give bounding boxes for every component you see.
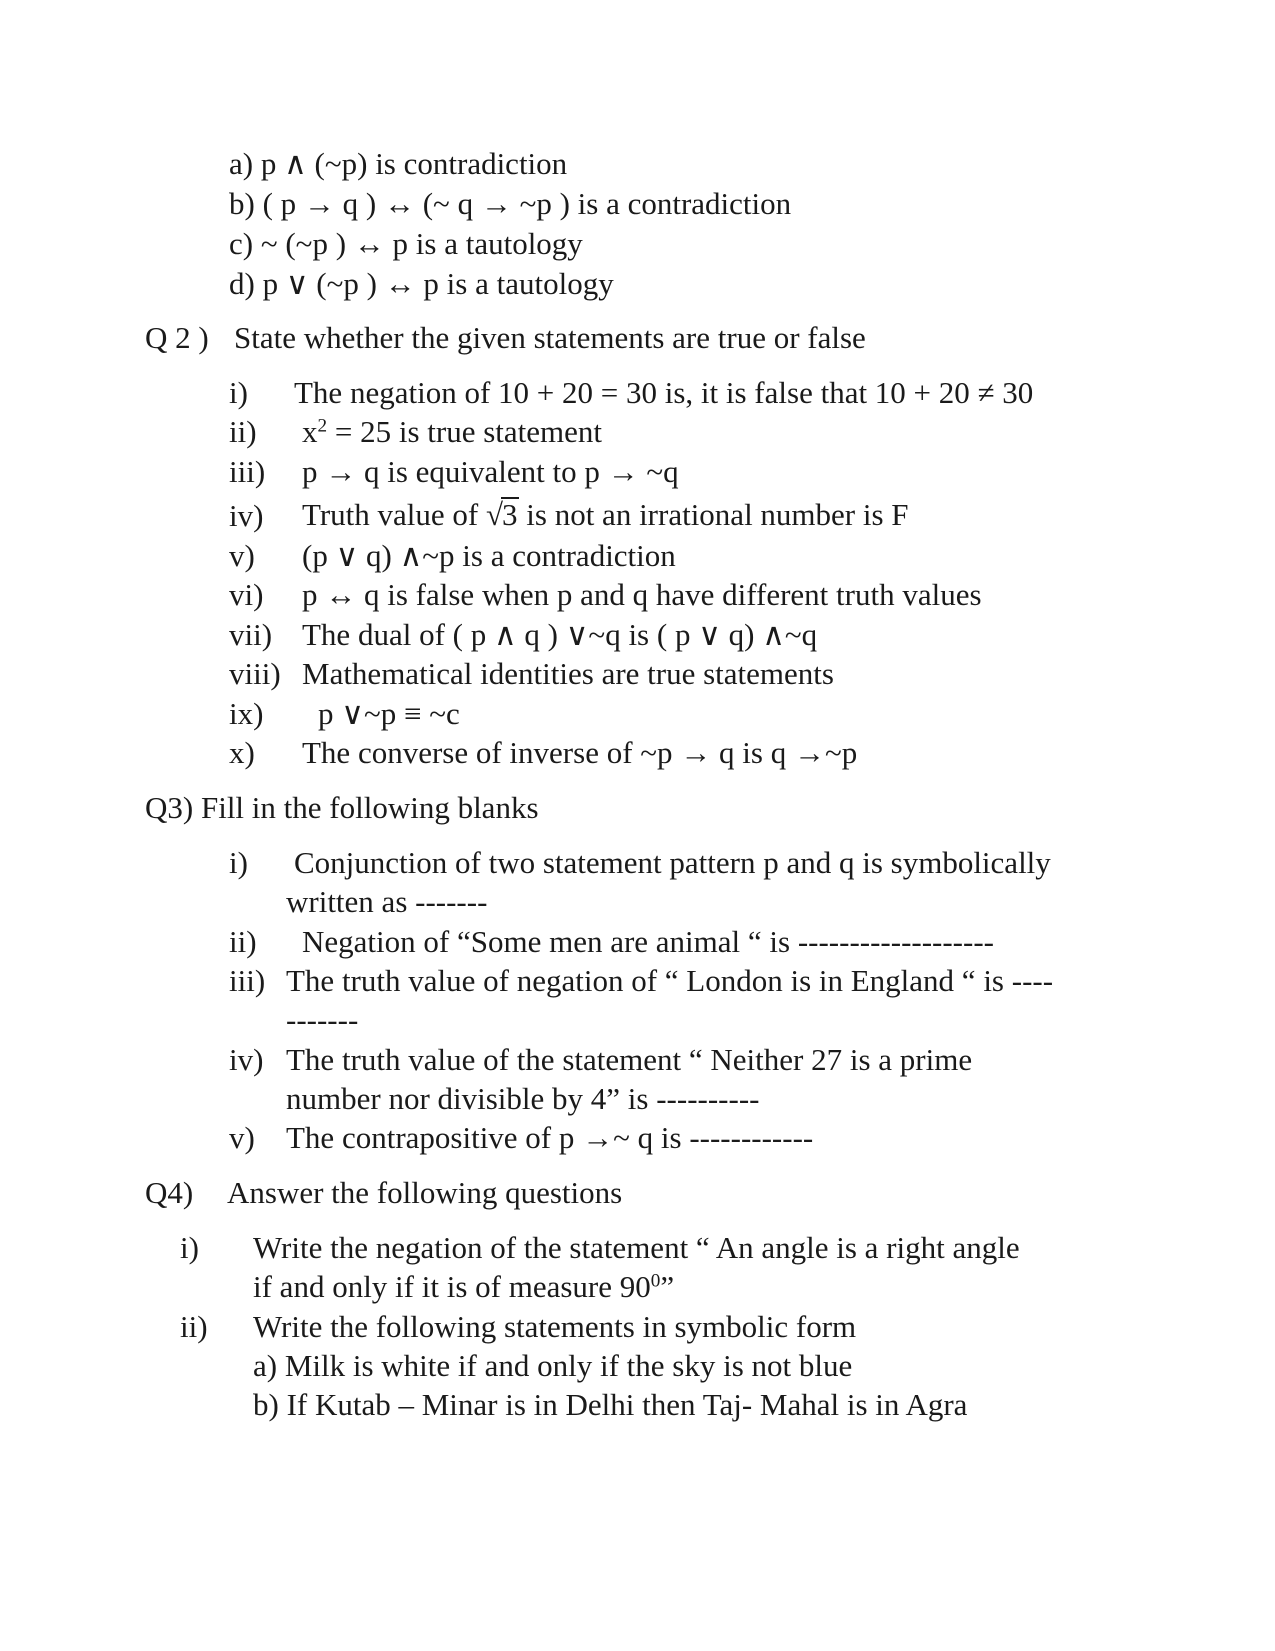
- q4-subitem-b: b) If Kutab – Minar is in Delhi then Taj- Mahal is in Agra: [253, 1387, 968, 1422]
- q4-item-line: Write the following statements in symbolic form: [253, 1309, 857, 1344]
- exponent: 2: [317, 415, 328, 437]
- q2-item-text: p → q is equivalent to p → ~q: [302, 454, 679, 489]
- q3-item-label: v): [229, 1120, 255, 1155]
- q3-item-label: iii): [229, 963, 266, 998]
- q2-item-text: p ∨~p ≡ ~c: [318, 696, 460, 731]
- q3-item-line: Conjunction of two statement pattern p and q is symbolically: [294, 845, 1051, 880]
- q3-item-line: written as -------: [286, 884, 488, 919]
- q2-item-label: x): [229, 735, 255, 770]
- q3-item-line: The truth value of the statement “ Neither 27 is a prime: [286, 1042, 973, 1077]
- q3-item-line: Negation of “Some men are animal “ is -------------------: [302, 924, 994, 959]
- q3-item-line: number nor divisible by 4” is ----------: [286, 1081, 760, 1116]
- q2-item-text: p ↔ q is false when p and q have different truth values: [302, 577, 982, 612]
- q2-item-label: vi): [229, 577, 264, 612]
- q3-item-line: The contrapositive of p →~ q is ------------: [286, 1120, 814, 1155]
- q2-heading: State whether the given statements are true or false: [234, 320, 866, 355]
- q3-item-line: -------: [286, 1002, 359, 1037]
- q2-item-text: (p ∨ q) ∧~p is a contradiction: [302, 538, 676, 573]
- square-root-symbol: √3: [486, 497, 518, 532]
- q2-item-label: viii): [229, 656, 281, 691]
- q4-heading: Answer the following questions: [227, 1175, 623, 1210]
- q2-item-label: iii): [229, 454, 266, 489]
- q2-item-text: The negation of 10 + 20 = 30 is, it is false that 10 + 20 ≠ 30: [294, 375, 1034, 410]
- q4-subitem-a: a) Milk is white if and only if the sky is not blue: [253, 1348, 853, 1383]
- q2-item-text: $x^2 = 25$ is true statement: [302, 414, 603, 449]
- q4-item-label: i): [180, 1230, 199, 1265]
- q2-item-text: The converse of inverse of ~p → q is q →~p: [302, 735, 858, 770]
- q3-item-label: iv): [229, 1042, 264, 1077]
- q3-item-label: ii): [229, 924, 257, 959]
- q4-item-line: if and only if it is of measure $90^0$”: [253, 1269, 675, 1304]
- q2-item-label: iv): [229, 498, 264, 533]
- q4-label: Q4): [145, 1175, 194, 1210]
- q1-option-c: c) ~ (~p ) ↔ p is a tautology: [229, 226, 583, 261]
- q3-heading: Q3) Fill in the following blanks: [145, 790, 539, 825]
- q2-item-text: Truth value of √3 is not an irrational number is F: [302, 497, 909, 532]
- q1-option-a: a) p ∧ (~p) is contradiction: [229, 146, 568, 181]
- q2-item-label: ii): [229, 414, 257, 449]
- q4-item-line: Write the negation of the statement “ An angle is a right angle: [253, 1230, 1020, 1265]
- q2-item-text: The dual of ( p ∧ q ) ∨~q is ( p ∨ q) ∧~q: [302, 617, 818, 652]
- q2-item-label: i): [229, 375, 248, 410]
- q4-item-label: ii): [180, 1309, 208, 1344]
- q2-label: Q 2 ): [145, 320, 209, 355]
- q2-item-text: Mathematical identities are true statements: [302, 656, 834, 691]
- superscript-degree: 0: [650, 1270, 661, 1292]
- q1-option-d: d) p ∨ (~p ) ↔ p is a tautology: [229, 266, 614, 301]
- q2-item-label: ix): [229, 696, 264, 731]
- q3-item-label: i): [229, 845, 248, 880]
- q3-item-line: The truth value of negation of “ London is in England “ is ----: [286, 963, 1054, 998]
- q2-item-label: vii): [229, 617, 273, 652]
- q1-option-b: b) ( p → q ) ↔ (~ q → ~p ) is a contradiction: [229, 186, 792, 221]
- q2-item-label: v): [229, 538, 255, 573]
